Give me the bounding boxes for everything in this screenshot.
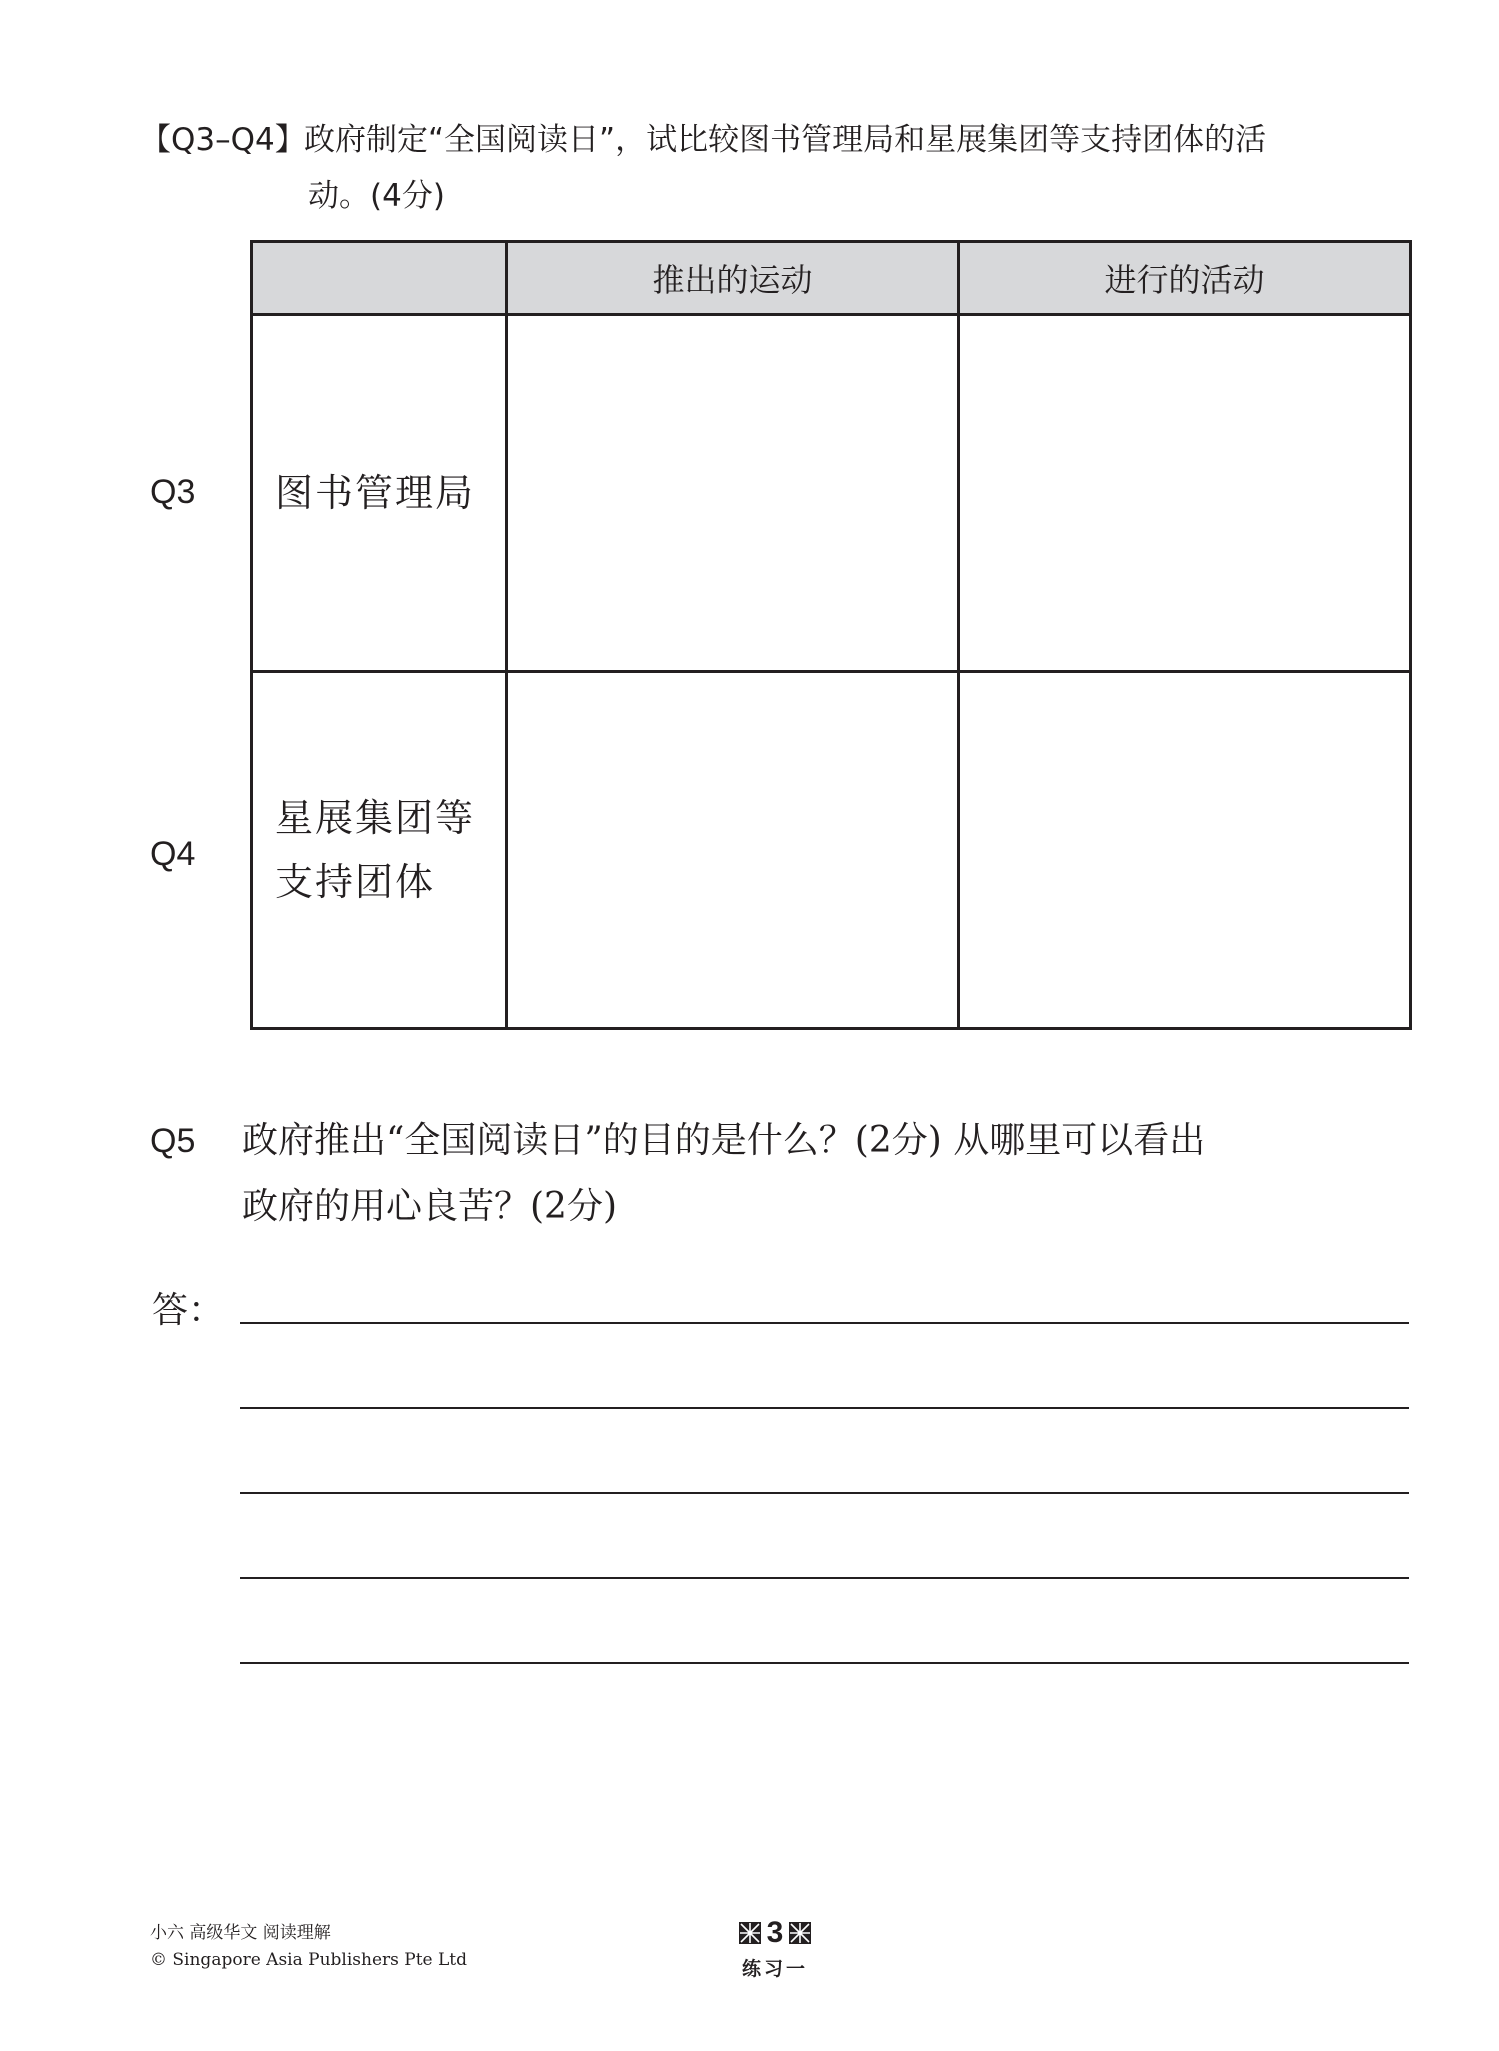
comparison-table bbox=[250, 240, 1412, 1030]
table-row bbox=[252, 315, 1411, 672]
question-q5 bbox=[150, 1108, 1420, 1240]
q5-line-1 bbox=[150, 1108, 1420, 1174]
q4-label: Q4 bbox=[150, 835, 196, 873]
answer-label: 答： bbox=[152, 1290, 225, 1331]
question-text-2: 动。(4分) bbox=[308, 178, 445, 214]
page-number: 3 bbox=[766, 1916, 784, 1949]
footer-publisher-info bbox=[150, 1920, 467, 1974]
answer-line[interactable] bbox=[240, 1662, 1409, 1664]
question-tag: 【Q3–Q4】 bbox=[140, 122, 306, 158]
q5-number: Q5 bbox=[150, 1122, 196, 1160]
question-q3-q4 bbox=[140, 112, 1420, 224]
answer-cell-q3-activity[interactable] bbox=[959, 315, 1411, 672]
question-line-1 bbox=[140, 112, 1420, 168]
table-row bbox=[252, 672, 1411, 1029]
answer-line[interactable] bbox=[240, 1322, 1409, 1324]
header-corner-cell bbox=[252, 242, 507, 315]
exercise-label: 练习一 bbox=[741, 1958, 808, 1980]
header-campaigns: 推出的运动 bbox=[507, 242, 959, 315]
page-number-row bbox=[700, 1916, 850, 1950]
footer-copyright: © Singapore Asia Publishers Pte Ltd bbox=[150, 1950, 468, 1970]
q3-label: Q3 bbox=[150, 473, 196, 511]
q5-text-1: 政府推出“全国阅读日”的目的是什么？(2分) 从哪里可以看出 bbox=[242, 1120, 1206, 1161]
answer-cell-q4-activity[interactable] bbox=[959, 672, 1411, 1029]
answer-line[interactable] bbox=[240, 1577, 1409, 1579]
footer-book-title: 小六 高级华文 阅读理解 bbox=[150, 1923, 331, 1943]
ornament-icon bbox=[789, 1922, 811, 1944]
q5-text-2: 政府的用心良苦？(2分) bbox=[242, 1186, 617, 1227]
answer-line[interactable] bbox=[240, 1492, 1409, 1494]
footer-page-marker bbox=[700, 1916, 850, 1981]
row-label-library-board bbox=[252, 315, 507, 672]
row-label-line: 星展集团等 bbox=[275, 796, 476, 840]
header-activities: 进行的活动 bbox=[959, 242, 1411, 315]
answer-cell-q3-campaign[interactable] bbox=[507, 315, 959, 672]
question-text-1: 政府制定“全国阅读日”，试比较图书管理局和星展集团等支持团体的活 bbox=[304, 122, 1267, 158]
row-label-line: 支持团体 bbox=[275, 860, 436, 904]
table-header-row bbox=[252, 242, 1411, 315]
answer-cell-q4-campaign[interactable] bbox=[507, 672, 959, 1029]
row-label-line: 图书管理局 bbox=[275, 471, 476, 515]
row-label-supporters bbox=[252, 672, 507, 1029]
answer-line[interactable] bbox=[240, 1407, 1409, 1409]
ornament-icon bbox=[739, 1922, 761, 1944]
